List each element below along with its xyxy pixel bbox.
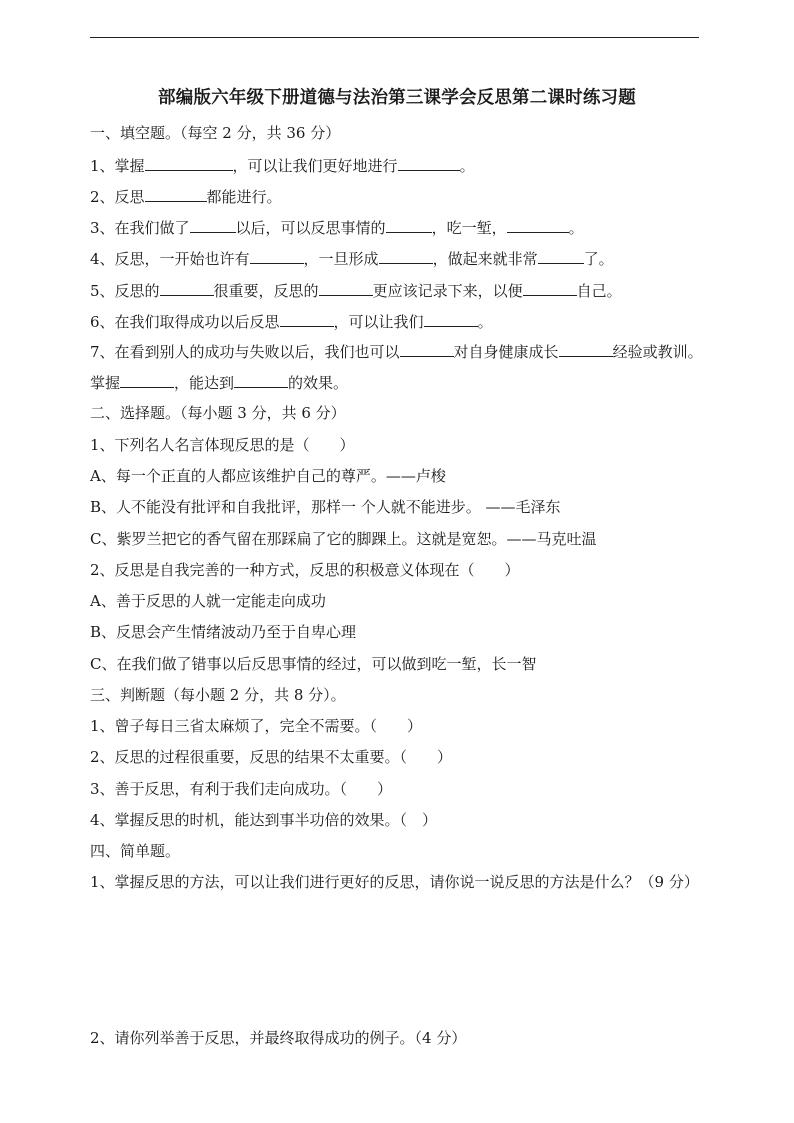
blank[interactable]	[250, 248, 304, 264]
blank[interactable]	[145, 186, 207, 202]
header-rule	[90, 37, 699, 38]
blank[interactable]	[160, 280, 214, 296]
judge-q1: 1、曾子每日三省太麻烦了，完全不需要。（ ）	[90, 717, 423, 735]
fill-q4: 4、反思，一开始也许有 ，一旦形成 ，做起来就非常 了。	[90, 250, 614, 268]
blank[interactable]	[379, 248, 433, 264]
blank[interactable]	[523, 280, 577, 296]
choice-q1-option-c: C、紫罗兰把它的香气留在那踩扁了它的脚踝上。这就是宽恕。——马克吐温	[90, 530, 597, 548]
blank[interactable]	[280, 311, 334, 327]
short-heading: 四、简单题。	[90, 842, 181, 860]
blank[interactable]	[398, 155, 460, 171]
fill-heading: 一、填空题。（每空 2 分，共 36 分）	[90, 124, 341, 142]
judge-q4: 4、掌握反思的时机，能达到事半功倍的效果。（ ）	[90, 811, 438, 829]
choice-q2: 2、反思是自我完善的一种方式，反思的积极意义体现在（ ）	[90, 561, 520, 579]
short-q1: 1、掌握反思的方法，可以让我们进行更好的反思，请你说一说反思的方法是什么？（9 分）	[90, 873, 699, 891]
blank[interactable]	[538, 248, 584, 264]
blank[interactable]	[400, 341, 454, 357]
blank[interactable]	[120, 372, 174, 388]
blank[interactable]	[145, 155, 233, 171]
choice-q1: 1、下列名人名言体现反思的是（ ）	[90, 436, 355, 454]
fill-q3: 3、在我们做了 以后，可以反思事情的 ，吃一堑， 。	[90, 219, 584, 237]
choice-q2-option-a: A、善于反思的人就一定能走向成功	[90, 592, 326, 610]
blank[interactable]	[507, 217, 569, 233]
blank[interactable]	[234, 372, 288, 388]
fill-q2: 2、反思 都能进行。	[90, 188, 282, 206]
choice-heading: 二、选择题。（每小题 3 分，共 6 分）	[90, 404, 346, 422]
page-title: 部编版六年级下册道德与法治第三课学会反思第二课时练习题	[158, 88, 636, 108]
short-q2: 2、请你列举善于反思，并最终取得成功的例子。（4 分）	[90, 1029, 467, 1047]
choice-q1-option-a: A、每一个正直的人都应该维护自己的尊严。——卢梭	[90, 467, 446, 485]
judge-q2: 2、反思的过程很重要，反思的结果不太重要。（ ）	[90, 748, 453, 766]
choice-q1-option-b: B、人不能没有批评和自我批评，那样一 个人就不能进步。 ——毛泽东	[90, 498, 561, 516]
fill-q7: 7、在看到别人的成功与失败以后，我们也可以 对自身健康成长 经验或教训。掌握 ，能达到 的效果。	[90, 343, 703, 392]
judge-heading: 三、判断题（每小题 2 分，共 8 分）。	[90, 686, 346, 704]
blank[interactable]	[424, 311, 478, 327]
blank[interactable]	[559, 341, 613, 357]
fill-q5: 5、反思的 很重要，反思的 更应该记录下来，以便 自己。	[90, 282, 622, 300]
fill-q6: 6、在我们取得成功以后反思 ，可以让我们 。	[90, 313, 493, 331]
judge-q3: 3、善于反思，有利于我们走向成功。（ ）	[90, 780, 393, 798]
blank[interactable]	[319, 280, 373, 296]
choice-q2-option-b: B、反思会产生情绪波动乃至于自卑心理	[90, 623, 357, 641]
blank[interactable]	[190, 217, 236, 233]
fill-q1: 1、掌握 ，可以让我们更好地进行 。	[90, 157, 475, 175]
blank[interactable]	[386, 217, 432, 233]
choice-q2-option-c: C、在我们做了错事以后反思事情的经过，可以做到吃一堑，长一智	[90, 655, 537, 673]
